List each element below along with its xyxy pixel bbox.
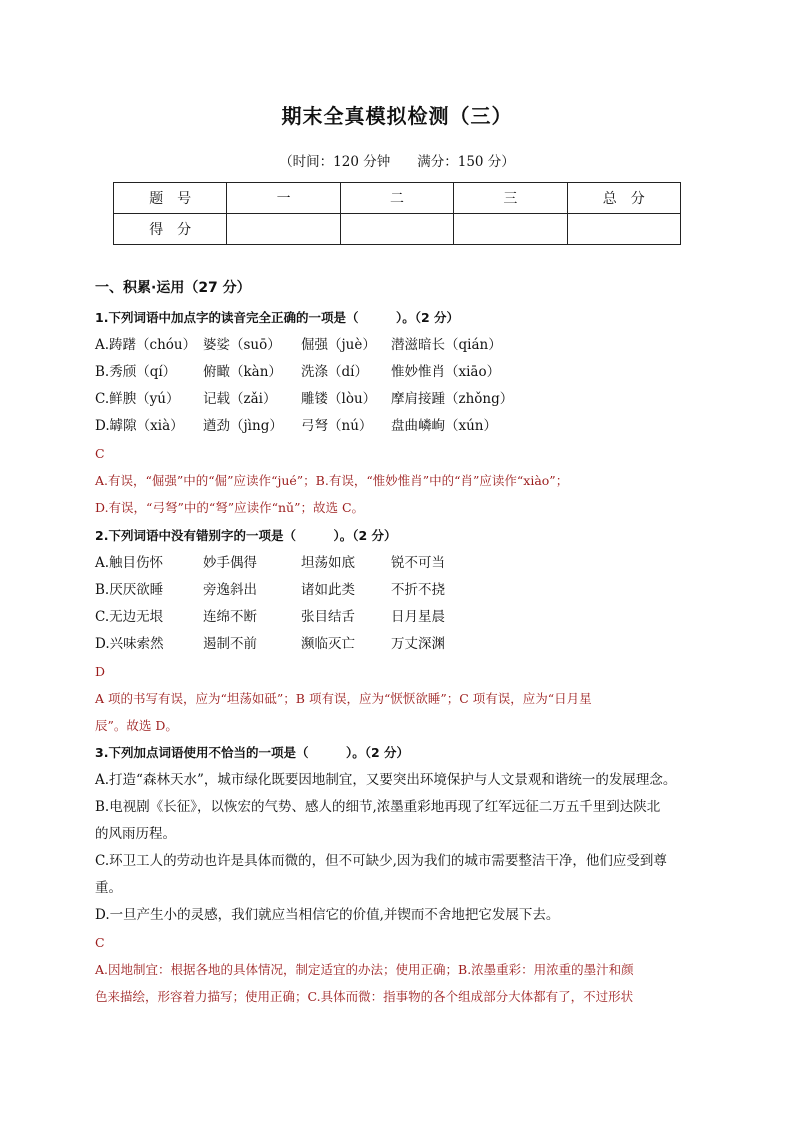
option-word: 弓弩（nú） <box>301 418 373 434</box>
option-word: 日月星晨 <box>391 609 445 625</box>
exam-time-info: （时间：120 分钟 满分：150 分） <box>279 154 515 170</box>
cell-question-number-label: 题 号 <box>114 183 227 214</box>
question-3-stem: 3.下列加点词语使用不恰当的一项是（ ）。（2 分） <box>95 745 409 760</box>
question-1-option-a <box>95 335 705 355</box>
cell-part-1: 一 <box>227 183 340 214</box>
question-2-option-d <box>95 634 705 654</box>
question-2-option-a <box>95 553 705 573</box>
question-3-option-a: A.打造“森林天水”，城市绿化既要因地制宜，又要突出环境保护与人文景观和谐统一的发展理念。 <box>95 772 677 788</box>
option-word: 濒临灭亡 <box>301 636 355 652</box>
question-3-option-d: D.一旦产生小的灵感，我们就应当相信它的价值,并锲而不舍地把它发展下去。 <box>95 907 560 923</box>
question-2-explanation-line-1: A 项的书写有误，应为“坦荡如砥”；B 项有误，应为“恹恹欲睡”；C 项有误，应为“日月星 <box>95 691 592 706</box>
option-word: 俯瞰（kàn） <box>203 364 282 380</box>
question-2-option-b <box>95 580 705 600</box>
option-word: 惟妙惟肖（xiāo） <box>391 364 501 380</box>
option-word: A.触目伤怀 <box>95 555 164 571</box>
option-word: 洗涤（dí） <box>301 364 368 380</box>
option-word: C.鲜腴（yú） <box>95 391 180 407</box>
option-word: 潜滋暗长（qián） <box>391 337 502 353</box>
option-word: 坦荡如底 <box>301 555 355 571</box>
cell-part-2: 二 <box>340 183 453 214</box>
score-table <box>113 182 681 245</box>
cell-total-label: 总 分 <box>567 183 680 214</box>
option-word: 锐不可当 <box>391 555 445 571</box>
question-1-explanation-line-1: A.有误，“倔强”中的“倔”应读作“jué”；B.有误，“惟妙惟肖”中的“肖”应读作“xiào”； <box>95 473 569 488</box>
question-1-answer: C <box>95 446 105 461</box>
score-table-header-row <box>114 183 681 214</box>
question-3-explanation-line-2: 色来描绘，形容着力描写；使用正确；C.具体而微：指事物的各个组成部分大体都有了，不过形状 <box>95 989 634 1004</box>
score-input-total[interactable] <box>567 214 680 245</box>
cell-part-3: 三 <box>454 183 567 214</box>
question-3-option-b-line-2: 的风雨历程。 <box>95 826 176 842</box>
option-word: 摩肩接踵（zhǒng） <box>391 391 514 407</box>
option-word: B.厌厌欲睡 <box>95 582 164 598</box>
question-3-answer: C <box>95 935 105 950</box>
option-word: 连绵不断 <box>203 609 257 625</box>
option-word: D.罅隙（xià） <box>95 418 184 434</box>
option-word: 妙手偶得 <box>203 555 257 571</box>
question-3-option-c-line-2: 重。 <box>95 880 122 896</box>
option-word: 雕镂（lòu） <box>301 391 377 407</box>
question-1-option-b <box>95 362 705 382</box>
option-word: D.兴味索然 <box>95 636 164 652</box>
cell-score-label: 得 分 <box>114 214 227 245</box>
question-3-option-c-line-1: C.环卫工人的劳动也许是具体而微的，但不可缺少,因为我们的城市需要整洁干净，他们应受到尊 <box>95 853 667 869</box>
score-input-part-2[interactable] <box>340 214 453 245</box>
question-3-explanation-line-1: A.因地制宜：根据各地的具体情况，制定适宜的办法；使用正确；B.浓墨重彩：用浓重的墨汁和颜 <box>95 962 634 977</box>
score-input-part-1[interactable] <box>227 214 340 245</box>
question-1-option-d <box>95 416 705 436</box>
score-input-part-3[interactable] <box>454 214 567 245</box>
section-heading: 一、积累·运用（27 分） <box>95 280 251 296</box>
question-2-option-c <box>95 607 705 627</box>
question-1-option-c <box>95 389 705 409</box>
question-3-option-b-line-1: B.电视剧《长征》，以恢宏的气势、感人的细节,浓墨重彩地再现了红军远征二万五千里到达陕北 <box>95 799 661 815</box>
option-word: 婆娑（suō） <box>203 337 281 353</box>
option-word: A.踌躇（chóu） <box>95 337 197 353</box>
option-word: 遏制不前 <box>203 636 257 652</box>
option-word: 诸如此类 <box>301 582 355 598</box>
question-2-stem: 2.下列词语中没有错别字的一项是（ ）。（2 分） <box>95 528 397 543</box>
question-1-stem: 1.下列词语中加点字的读音完全正确的一项是（ ）。（2 分） <box>95 310 459 325</box>
option-word: 盘曲嶙峋（xún） <box>391 418 498 434</box>
page-title: 期末全真模拟检测（三） <box>281 104 513 128</box>
option-word: 记载（zǎi） <box>203 391 277 407</box>
option-word: 倔强（juè） <box>301 337 376 353</box>
score-table-score-row <box>114 214 681 245</box>
question-2-explanation-line-2: 辰”。故选 D。 <box>95 718 178 733</box>
question-1-explanation-line-2: D.有误，“弓弩”中的“弩”应读作“nǔ”；故选 C。 <box>95 500 365 515</box>
option-word: 遒劲（jìng） <box>203 418 283 434</box>
option-word: B.秀颀（qí） <box>95 364 177 380</box>
question-2-answer: D <box>95 664 106 679</box>
option-word: 万丈深渊 <box>391 636 445 652</box>
option-word: 张目结舌 <box>301 609 355 625</box>
option-word: C.无边无垠 <box>95 609 164 625</box>
option-word: 不折不挠 <box>391 582 445 598</box>
option-word: 旁逸斜出 <box>203 582 257 598</box>
